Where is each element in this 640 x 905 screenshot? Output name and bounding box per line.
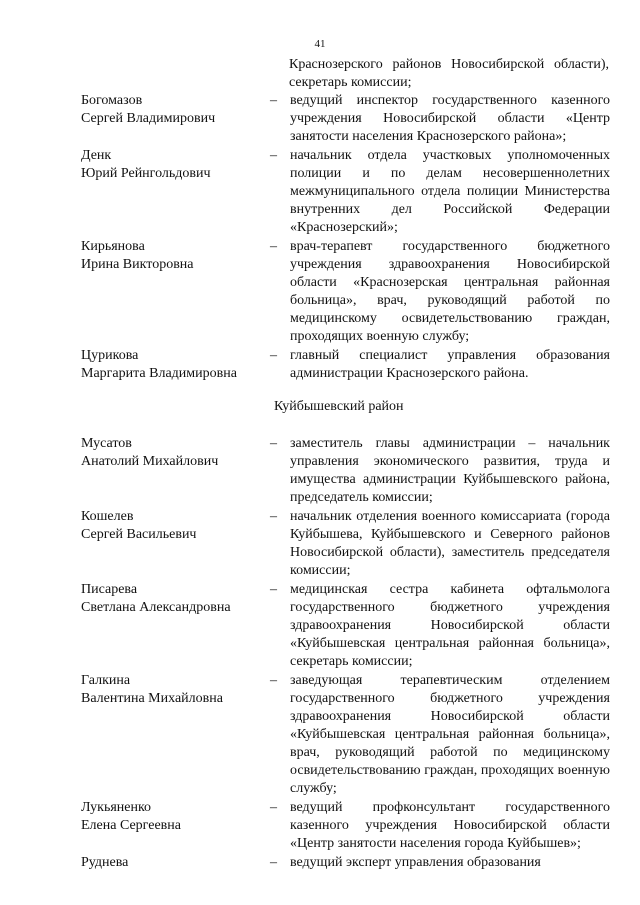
member-entry <box>81 147 609 237</box>
list-dash: – <box>270 855 277 870</box>
continuation-text: Краснозерского районов Новосибирской области), секретарь комиссии; <box>289 57 609 90</box>
member-surname: Руднева <box>81 855 129 870</box>
list-dash: – <box>270 348 277 363</box>
member-name <box>81 92 269 146</box>
member-entry <box>81 854 609 872</box>
list-dash: – <box>270 509 277 524</box>
member-position: начальник отделения военного комиссариата (города Куйбышева, Куйбышевского и Северного районов Новосибирской области), заместитель председателя комиссии; <box>290 509 610 578</box>
member-name <box>81 347 269 383</box>
list-dash: – <box>270 436 277 451</box>
member-entry <box>81 799 609 853</box>
list-dash: – <box>270 673 277 688</box>
member-given-name: Сергей Владимирович <box>81 111 216 126</box>
member-surname: Денк <box>81 148 112 163</box>
member-position: начальник отдела участковых уполномоченных полиции и по делам несовершеннолетних межмуниципального отдела полиции Министерства внутренних дел Российской Федерации «Краснозерский»; <box>290 148 610 235</box>
member-position: ведущий инспектор государственного казенного учреждения Новосибирской области «Центр занятости населения Краснозерского района»; <box>290 93 610 144</box>
member-name <box>81 508 269 580</box>
list-dash: – <box>270 239 277 254</box>
member-list-kuibyshevsky <box>81 435 609 872</box>
section-heading: Куйбышевский район <box>274 399 404 414</box>
member-position: медицинская сестра кабинета офтальмолога государственного бюджетного учреждения здравоохранения Новосибирской области «Куйбышевская центральная районная больница», секретарь комиссии; <box>290 582 610 669</box>
member-entry <box>81 581 609 671</box>
member-surname: Кирьянова <box>81 239 145 254</box>
member-given-name: Маргарита Владимировна <box>81 366 237 381</box>
member-list-krasnozersky <box>81 92 609 383</box>
member-given-name: Светлана Александровна <box>81 600 231 615</box>
list-dash: – <box>270 582 277 597</box>
member-position: заместитель главы администрации – начальник управления экономического развития, труда и имущества администрации Куйбышевского района, председатель комиссии; <box>290 436 610 505</box>
member-position: заведующая терапевтическим отделением государственного бюджетного учреждения здравоохранения Новосибирской области «Куйбышевская центральная районная больница», врач, руководящий работой по медицинскому освидетельствованию граждан, проходящих военную службу; <box>290 673 610 796</box>
member-name <box>81 147 269 237</box>
member-position: ведущий эксперт управления образования <box>290 855 541 870</box>
member-position: главный специалист управления образования администрации Краснозерского района. <box>290 348 610 381</box>
list-dash: – <box>270 148 277 163</box>
member-entry <box>81 238 609 346</box>
member-entry <box>81 92 609 146</box>
page-number: 41 <box>314 38 326 50</box>
member-surname: Цурикова <box>81 348 139 363</box>
list-dash: – <box>270 93 277 108</box>
member-given-name: Сергей Васильевич <box>81 527 197 542</box>
list-dash: – <box>270 800 277 815</box>
member-name <box>81 854 269 872</box>
member-given-name: Юрий Рейнгольдович <box>81 166 211 181</box>
member-surname: Кошелев <box>81 509 134 524</box>
member-given-name: Ирина Викторовна <box>81 257 194 272</box>
member-entry <box>81 347 609 383</box>
document-body <box>81 56 609 873</box>
member-given-name: Валентина Михайловна <box>81 691 223 706</box>
member-position: ведущий профконсультант государственного казенного учреждения Новосибирской области «Центр занятости населения города Куйбышев»; <box>290 800 610 851</box>
member-name <box>81 672 269 798</box>
member-name <box>81 435 269 507</box>
member-given-name: Елена Сергеевна <box>81 818 181 833</box>
member-surname: Богомазов <box>81 93 143 108</box>
member-surname: Лукьяненко <box>81 800 152 815</box>
member-position: врач-терапевт государственного бюджетного учреждения здравоохранения Новосибирской области «Краснозерская центральная районная больница», врач, руководящий работой по медицинскому освидетельствованию граждан, проходящих военную службу; <box>290 239 610 344</box>
member-given-name: Анатолий Михайлович <box>81 454 219 469</box>
member-surname: Писарева <box>81 582 138 597</box>
member-name <box>81 238 269 346</box>
member-entry <box>81 508 609 580</box>
member-surname: Мусатов <box>81 436 132 451</box>
member-name <box>81 581 269 671</box>
member-entry <box>81 672 609 798</box>
member-name <box>81 799 269 853</box>
member-entry <box>81 435 609 507</box>
member-surname: Галкина <box>81 673 131 688</box>
